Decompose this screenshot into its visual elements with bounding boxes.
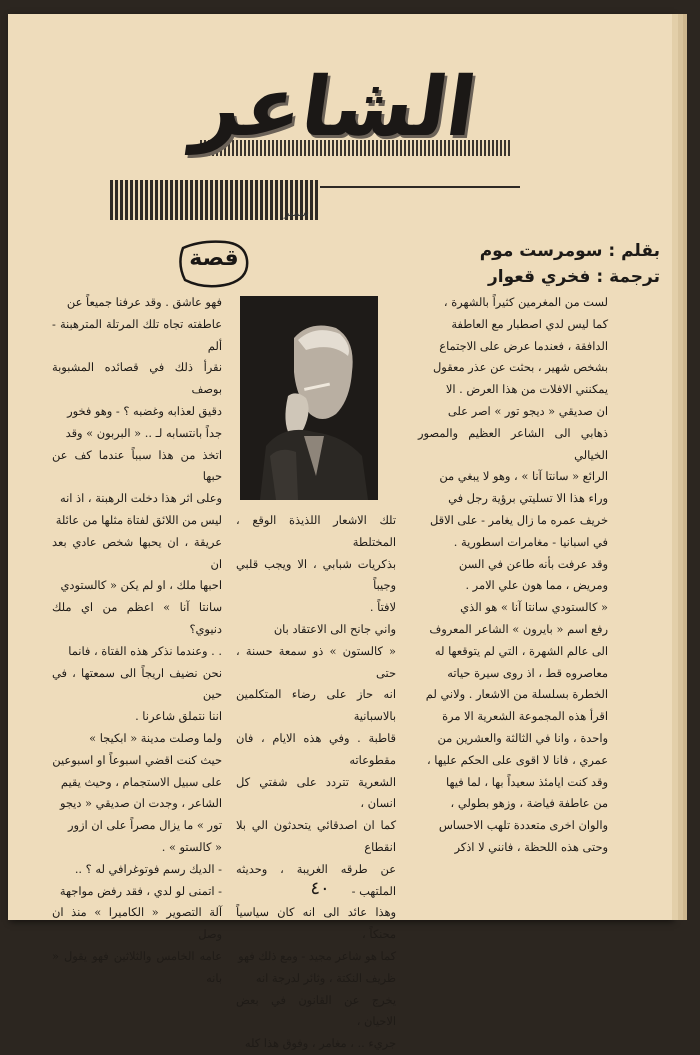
text-line: الخطرة بسلسلة من الاشعار . ولاني لم bbox=[425, 687, 608, 702]
text-line: اتخذ من هذا سبباً عندما كف عن حبها bbox=[52, 447, 222, 484]
text-line: نقرأ ذلك في قصائده المشبوبة بوصف bbox=[52, 360, 222, 397]
story-badge: قصة bbox=[189, 246, 239, 271]
text-line: وحتى هذه اللحظة ، فانني لا اذكر bbox=[454, 839, 608, 854]
text-line: نحن نضيف اريجاً الى سمعتها ، في حين bbox=[52, 665, 222, 702]
text-line: عمري ، فانا لا اقوى على الحكم عليها ، bbox=[426, 752, 608, 767]
text-line: حيث كنت اقضي اسبوعاً او اسبوعين bbox=[52, 752, 222, 767]
text-line: سانتا آنا » اعظم من اي ملك دنيوي؟ bbox=[52, 600, 222, 636]
text-line: دقيق لعذابه وغضبه ؟ - وهو فخور bbox=[67, 403, 222, 418]
text-line: الشاعر ، وجدت ان صديقي « ديجو bbox=[59, 796, 222, 811]
poet-portrait-image bbox=[240, 296, 378, 500]
text-line: من عاطفة فياضة ، وزهو بطولي ، bbox=[450, 796, 608, 811]
text-line: معاصروه قط ، اذ روى سيرة حياته bbox=[447, 665, 608, 680]
text-line: وعلى اثر هذا دخلت الرهبنة ، اذ انه bbox=[59, 491, 222, 506]
text-line: « كالستودي سانتا آنا » هو الذي bbox=[460, 600, 608, 615]
text-line: كما ان اصدقائي يتحدثون الي بلا انقطاع bbox=[236, 818, 396, 854]
text-line: فهو عاشق . وقد عرفنا جميعاً عن bbox=[66, 295, 222, 309]
text-line: الرائع « سانتا آنا » ، وهو لا يبغي من bbox=[439, 469, 608, 484]
text-line: انه حاز على رضاء المتكلمين بالاسبانية bbox=[236, 687, 396, 724]
text-line: بشخص شهير ، بحثت عن عذر معقول bbox=[433, 360, 608, 375]
text-line: عامه الخامس والثلاثين فهو يقول « بانه bbox=[52, 948, 222, 985]
text-line: عاطفته تجاه تلك المرتلة المترهبنة - ألم bbox=[52, 316, 222, 353]
text-line: رفع اسم « بايرون » الشاعر المعروف bbox=[429, 621, 608, 636]
text-line: كما هو شاعر مجيد - ومع ذلك فهو bbox=[238, 948, 396, 963]
text-line: يمكنني الافلات من هذا العرض . الا bbox=[445, 382, 608, 397]
text-line: ليس من اللائق لفتاة مثلها من عائلة bbox=[55, 512, 222, 527]
text-line: ذهابي الى الشاعر العظيم والمصور الخيالي bbox=[418, 425, 608, 462]
page-edge bbox=[683, 14, 687, 920]
text-line: وقد عرفت بأنه طاعن في السن bbox=[458, 556, 608, 571]
text-line: آلة التصوير « الكاميرا » منذ ان وصل bbox=[52, 905, 222, 942]
text-line: لافتاً . bbox=[369, 600, 396, 615]
translator-line: ترجمة : فخري قعوار bbox=[487, 267, 660, 287]
page-title: الشاعر bbox=[188, 60, 482, 155]
text-line: على سبيل الاستجمام ، وحيث يقيم bbox=[60, 774, 222, 789]
text-line: جداً بانتسابه لـ .. « البربون » وقد bbox=[65, 425, 222, 440]
text-line: الدافقة ، فعندما عرض على الاجتماع bbox=[439, 338, 608, 353]
text-line: اقرأ هذه المجموعة الشعرية الا مرة bbox=[442, 709, 608, 724]
text-line: احبها ملك ، او لم يكن « كالستودي bbox=[60, 578, 222, 593]
text-line: خريف عمره ما زال يغامر - على الاقل bbox=[430, 512, 608, 527]
byline bbox=[440, 238, 660, 290]
text-line: عن طرقه الغريبة ، وحديثه الملتهب - bbox=[236, 861, 396, 898]
text-line: تور » ما يزال مصراً على ان ازور bbox=[67, 818, 222, 833]
text-column-middle bbox=[236, 510, 396, 1055]
text-line: ومريض ، مما هون علي الامر . bbox=[465, 578, 608, 593]
text-line: وهذا عائد الى انه كان سياسياً محنكاً ، bbox=[236, 905, 396, 942]
text-line: واحدة ، وانا في الثالثة والعشرين من bbox=[437, 730, 608, 745]
text-line: الى عالم الشهرة ، التي لم يتوقعها له bbox=[434, 643, 608, 658]
title-rule bbox=[320, 186, 520, 188]
text-line: « كالستون » ذو سمعة حسنة ، حتى bbox=[236, 643, 396, 680]
text-line: واني جانح الى الاعتقاد بان bbox=[273, 621, 396, 636]
author-line: بقلم : سومرست موم bbox=[479, 241, 660, 261]
text-line: والوان اخرى متعددة تلهب الاحساس bbox=[438, 818, 608, 833]
text-line: لست من المغرمين كثيراً بالشهرة ، bbox=[443, 295, 608, 309]
text-line: وراء هذا الا تسليتي برؤية رجل في bbox=[448, 491, 608, 506]
text-line: ان صديقي « ديجو تور » اصر على bbox=[447, 403, 608, 418]
text-line: « كالستو » . bbox=[161, 839, 222, 854]
text-line: . . وعندما نذكر هذه الفتاة ، فانما bbox=[68, 643, 222, 658]
text-column-left bbox=[52, 292, 222, 990]
text-line: بذكريات شبابي ، الا ويجب قلبي وجيباً bbox=[236, 556, 396, 593]
text-line: تلك الاشعار اللذيذة الوقع ، المختلطة bbox=[236, 513, 396, 549]
text-line: وقد كنت ايامئذ سعيداً بها ، لما فيها bbox=[446, 774, 608, 789]
poet-photo bbox=[240, 296, 378, 500]
text-line: قاطبة . وفي هذه الايام ، فان مقطوعاته bbox=[236, 730, 396, 767]
text-line: ولما وصلت مدينة « ابكيجا » bbox=[89, 730, 222, 745]
text-line: كما ليس لدي اصطبار مع العاطفة bbox=[451, 316, 608, 331]
text-line: اننا نتملق شاعرنا . bbox=[135, 709, 222, 724]
illustrator-signature: سمير bbox=[284, 206, 309, 219]
text-column-right bbox=[418, 292, 608, 859]
text-line: جريء .. ، مغامر ، وفوق هذا كله bbox=[244, 1036, 396, 1051]
text-line: ظريف النكتة ، وثائر لدرجة انه bbox=[255, 970, 396, 985]
text-line: - اتمنى لو لدي ، فقد رفض مواجهة bbox=[59, 883, 222, 898]
text-line: يخرج عن القانون في بعض الاحيان ، bbox=[236, 992, 396, 1029]
text-line: عريقة ، ان يحبها شخص عادي بعد ان bbox=[52, 534, 222, 571]
text-line: في اسبانيا - مغامرات اسطورية . bbox=[453, 534, 608, 549]
page-number: ٤٠ bbox=[310, 878, 330, 899]
text-line: - الديك رسم فوتوغرافي له ؟ .. bbox=[74, 861, 222, 876]
text-line: الشعرية تتردد على شفتي كل انسان ، bbox=[236, 774, 396, 811]
